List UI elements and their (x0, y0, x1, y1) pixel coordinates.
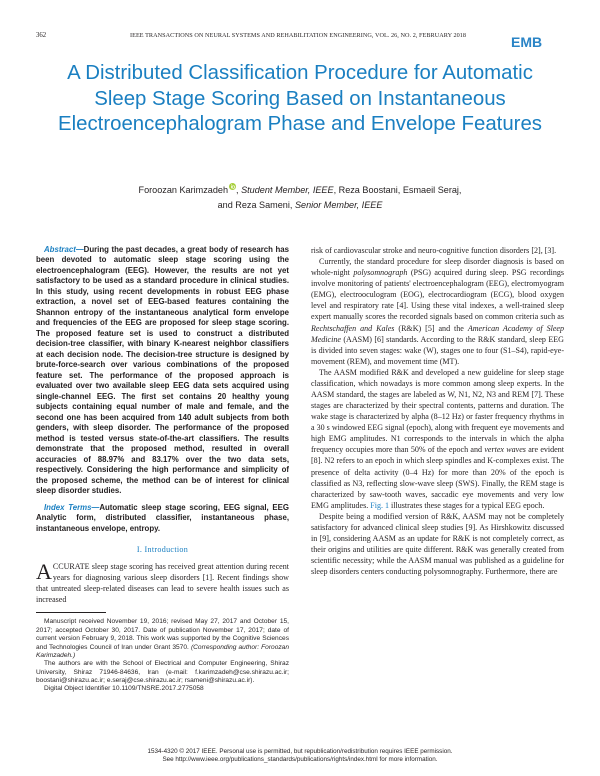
body-paragraph: risk of cardiovascular stroke and neuro-cognitive function disorders [2], [3]. (311, 246, 557, 255)
body-paragraph: Currently, the standard procedure for sleep disorder diagnosis is based on whole-night polysomnograph (PSG) acquired during sleep. PSG recordings involve monitoring of patients' electroencephalogram (EEG), electromyogram (EMG), electrooculogram (EOG), electrocardiogram (ECG), blood oxygen level and respiratory rate [4]. Using these vital indexes, a well-trained sleep expert manually scores the recorded signals based on common criteria such as Rechtschaffen and Kales (R&K) [5] and the American Academy of Sleep Medicine (AASM) [6] standards. According to the R&K standard, sleep EEG is divided into seven stages: wake (W), stages one to four (S1–S4), rapid-eye-movement (REM), and movement time (MT). (311, 257, 565, 366)
abstract-text: During the past decades, a great body of research has been devoted to automatic sleep stage scoring using the electroencephalogram (EEG). However, the results are not yet satisfactory to be used as a standard procedure in clinical studies. In this study, using recent developments in robust EEG phase extraction, a novel set of EEG-based features containing the Shannon entropy of the instantaneous analytical form envelope and frequencies of the EEG are proposed for sleep stage scoring. The proposed feature set is used to construct a distributed decision-tree classifier, with binary K-nearest neighbor classifiers at each decision node. The decision-tree structure is designed by brute-force-search over various combinations of the proposed feature set. The performance of the proposed approach is evaluated over two available sleep EEG data sets acquired using single-channel EEG. The first set contains 20 healthy young subjects containing equal number of male and female, and the second one has been acquired from 140 adult subjects from both genders, with sleep disorder. The performance of the proposed method is tested versus state-of-the-art classifiers. The results demonstrate that the proposed method, resulted in overall accuracies of 88.97% and 83.17% over the two data sets, respectively. Considering the high performance and simplicity of the proposed scheme, the method can be of interest for clinical sleep disorder studies. (36, 245, 289, 496)
emb-logo-text: EMB (511, 34, 543, 49)
drop-cap: A (36, 559, 52, 585)
author-names-middle: , Reza Boostani, Esmaeil Seraj, (333, 185, 462, 195)
footnote-manuscript: Manuscript received November 19, 2016; revised May 27, 2017 and October 15, 2017; accepted October 30, 2017. Date of publication November 17, 2017; date of current version February 9, 2018. This work was supported by the Cognitive Sciences and Technologies Council of Iran under Grant 3570. (Corresponding author: Foroozan Karimzadeh.) (36, 618, 290, 659)
author-name: Foroozan Karimzadeh (138, 185, 228, 195)
author-list: Foroozan Karimzadeh , Student Member, IEEE, Reza Boostani, Esmaeil Seraj, and Reza Sameni, Senior Member, IEEE (138, 185, 462, 210)
abstract: Abstract—During the past decades, a great body of research has been devoted to automatic sleep stage scoring using the electroencephalogram (EEG). However, the results are not yet satisfactory to be used as a standard procedure in clinical studies. In this study, using recent developments in robust EEG phase extraction, a novel set of EEG-based features containing the Shannon entropy of the instantaneous analytical form envelope and frequencies of the EEG are proposed for sleep stage scoring. The proposed feature set is used to construct a distributed decision-tree classifier, with binary K-nearest neighbor classifiers at each decision node. The decision-tree structure is designed by brute-force-search over various combinations of the proposed feature set. The performance of the proposed approach is evaluated over two available sleep EEG data sets acquired using single-channel EEG. The first set contains 20 healthy young subjects containing equal number of male and female, and the second one has been acquired from 140 adult subjects from both genders, with sleep disorder. The performance of the proposed method is tested versus state-of-the-art classifiers. The results demonstrate that the proposed method, resulted in overall accuracies of 88.97% and 83.17% over the two data sets, respectively. Considering the high performance and simplicity of the proposed scheme, the method can be of interest for clinical sleep disorder studies. (36, 245, 289, 496)
intro-paragraph (36, 561, 289, 605)
orcid-icon[interactable] (229, 183, 236, 190)
body-paragraph: Despite being a modified version of R&K, AASM may not be completely satisfactory for advanced clinical sleep studies [9]. As Hirshkowitz discussed in [9], considering AASM as an update for R&K is not completely correct, as their origins and utilities are quite different. R&K was generally created from scientific necessity; while the AASM manual was published as a guideline for sleep disorders centers conducting polysomnography. Furthermore, there are (311, 511, 564, 577)
copyright-notice (36, 748, 564, 764)
footnote-doi: Digital Object Identifier 10.1109/TNSRE.2017.2775058 (44, 685, 204, 693)
page-header (36, 30, 564, 44)
footnote-affiliation: The authors are with the School of Electrical and Computer Engineering, Shiraz University, Shiraz 71946-84636, Iran (e-mail: f.karimzadeh@cse.shirazu.ac.ir; boostani@shirazu.ac.ir; e.seraj@cse.shirazu.ac.ir; rsameni@shirazu.ac.ir). (36, 660, 289, 684)
section-heading: I. Introduction (136, 545, 189, 555)
figure-reference-link[interactable]: Fig. 1 (370, 500, 390, 510)
abstract-label: Abstract (44, 245, 76, 254)
author-name: and Reza Sameni (217, 200, 290, 210)
footnote-divider (36, 612, 106, 613)
index-terms-label: Index Terms (44, 502, 92, 512)
paper-title: A Distributed Classification Procedure for Automatic Sleep Stage Scoring Based on Instantaneous Electroencephalogram Phase and Envelope Features (57, 62, 543, 136)
copyright-line: See http://www.ieee.org/publications_standards/publications/rights/index.html for more information. (162, 756, 438, 763)
intro-text: sleep stage scoring has received great attention during recent years for diagnosing various sleep disorders [1]. Recent findings show that untreated sleep-related diseases can lead to severe health issues such as increased (36, 562, 289, 605)
index-terms: Index Terms—Automatic sleep stage scoring, EEG signal, EEG Analytic form, distributed classifier, instantaneous phase, instantaneous envelope, entropy. (36, 502, 289, 533)
running-head: IEEE TRANSACTIONS ON NEURAL SYSTEMS AND REHABILITATION ENGINEERING, VOL. 26, NO. 2, FEBRUARY 2018 (130, 32, 467, 39)
intro-first-word: CCURATE (52, 562, 90, 572)
author-role: Student Member, IEEE (241, 185, 334, 195)
author-role: Senior Member, IEEE (294, 200, 383, 210)
left-column (36, 245, 289, 694)
footnote (36, 618, 289, 693)
copyright-line: 1534-4320 © 2017 IEEE. Personal use is permitted, but republication/redistribution requires IEEE permission. (147, 748, 453, 755)
body-paragraph: The AASM modified R&K and developed a new guideline for sleep stage classification, which nowadays is more common among sleep experts. In the AASM standard, the stages are labeled as W, N1, N2, N3 and REM [7]. These stages are characterized by their spectral contents, patterns and duration. The wake stage is characterized by alpha (8–12 Hz) or faster frequency rhythms in a 30 s windowed EEG signal (epoch), along with frequent eye movements and high EMG amplitudes. N1 corresponds to the intervals in which the alpha frequency occupies more than 50% of the epoch and vertex waves are evident [8]. N2 refers to an epoch in which sleep spindles and K-complexes exist. The presence of delta activity (0–4 Hz) for more than 20% of the epoch is classified as N3, reflecting slow-wave sleep (SWS). Finally, the REM stage is characterized by saw-tooth waves, saccadic eye movements and very low EMG amplitudes. Fig. 1 illustrates these stages for a typical EEG epoch. (311, 367, 564, 510)
emb-logo (509, 33, 564, 49)
index-terms-text: Automatic sleep stage scoring, EEG signal, EEG Analytic form, distributed classifier, instantaneous phase, instantaneous envelope, entropy. (36, 502, 289, 533)
page-number: 362 (36, 32, 47, 39)
right-column (311, 245, 564, 577)
